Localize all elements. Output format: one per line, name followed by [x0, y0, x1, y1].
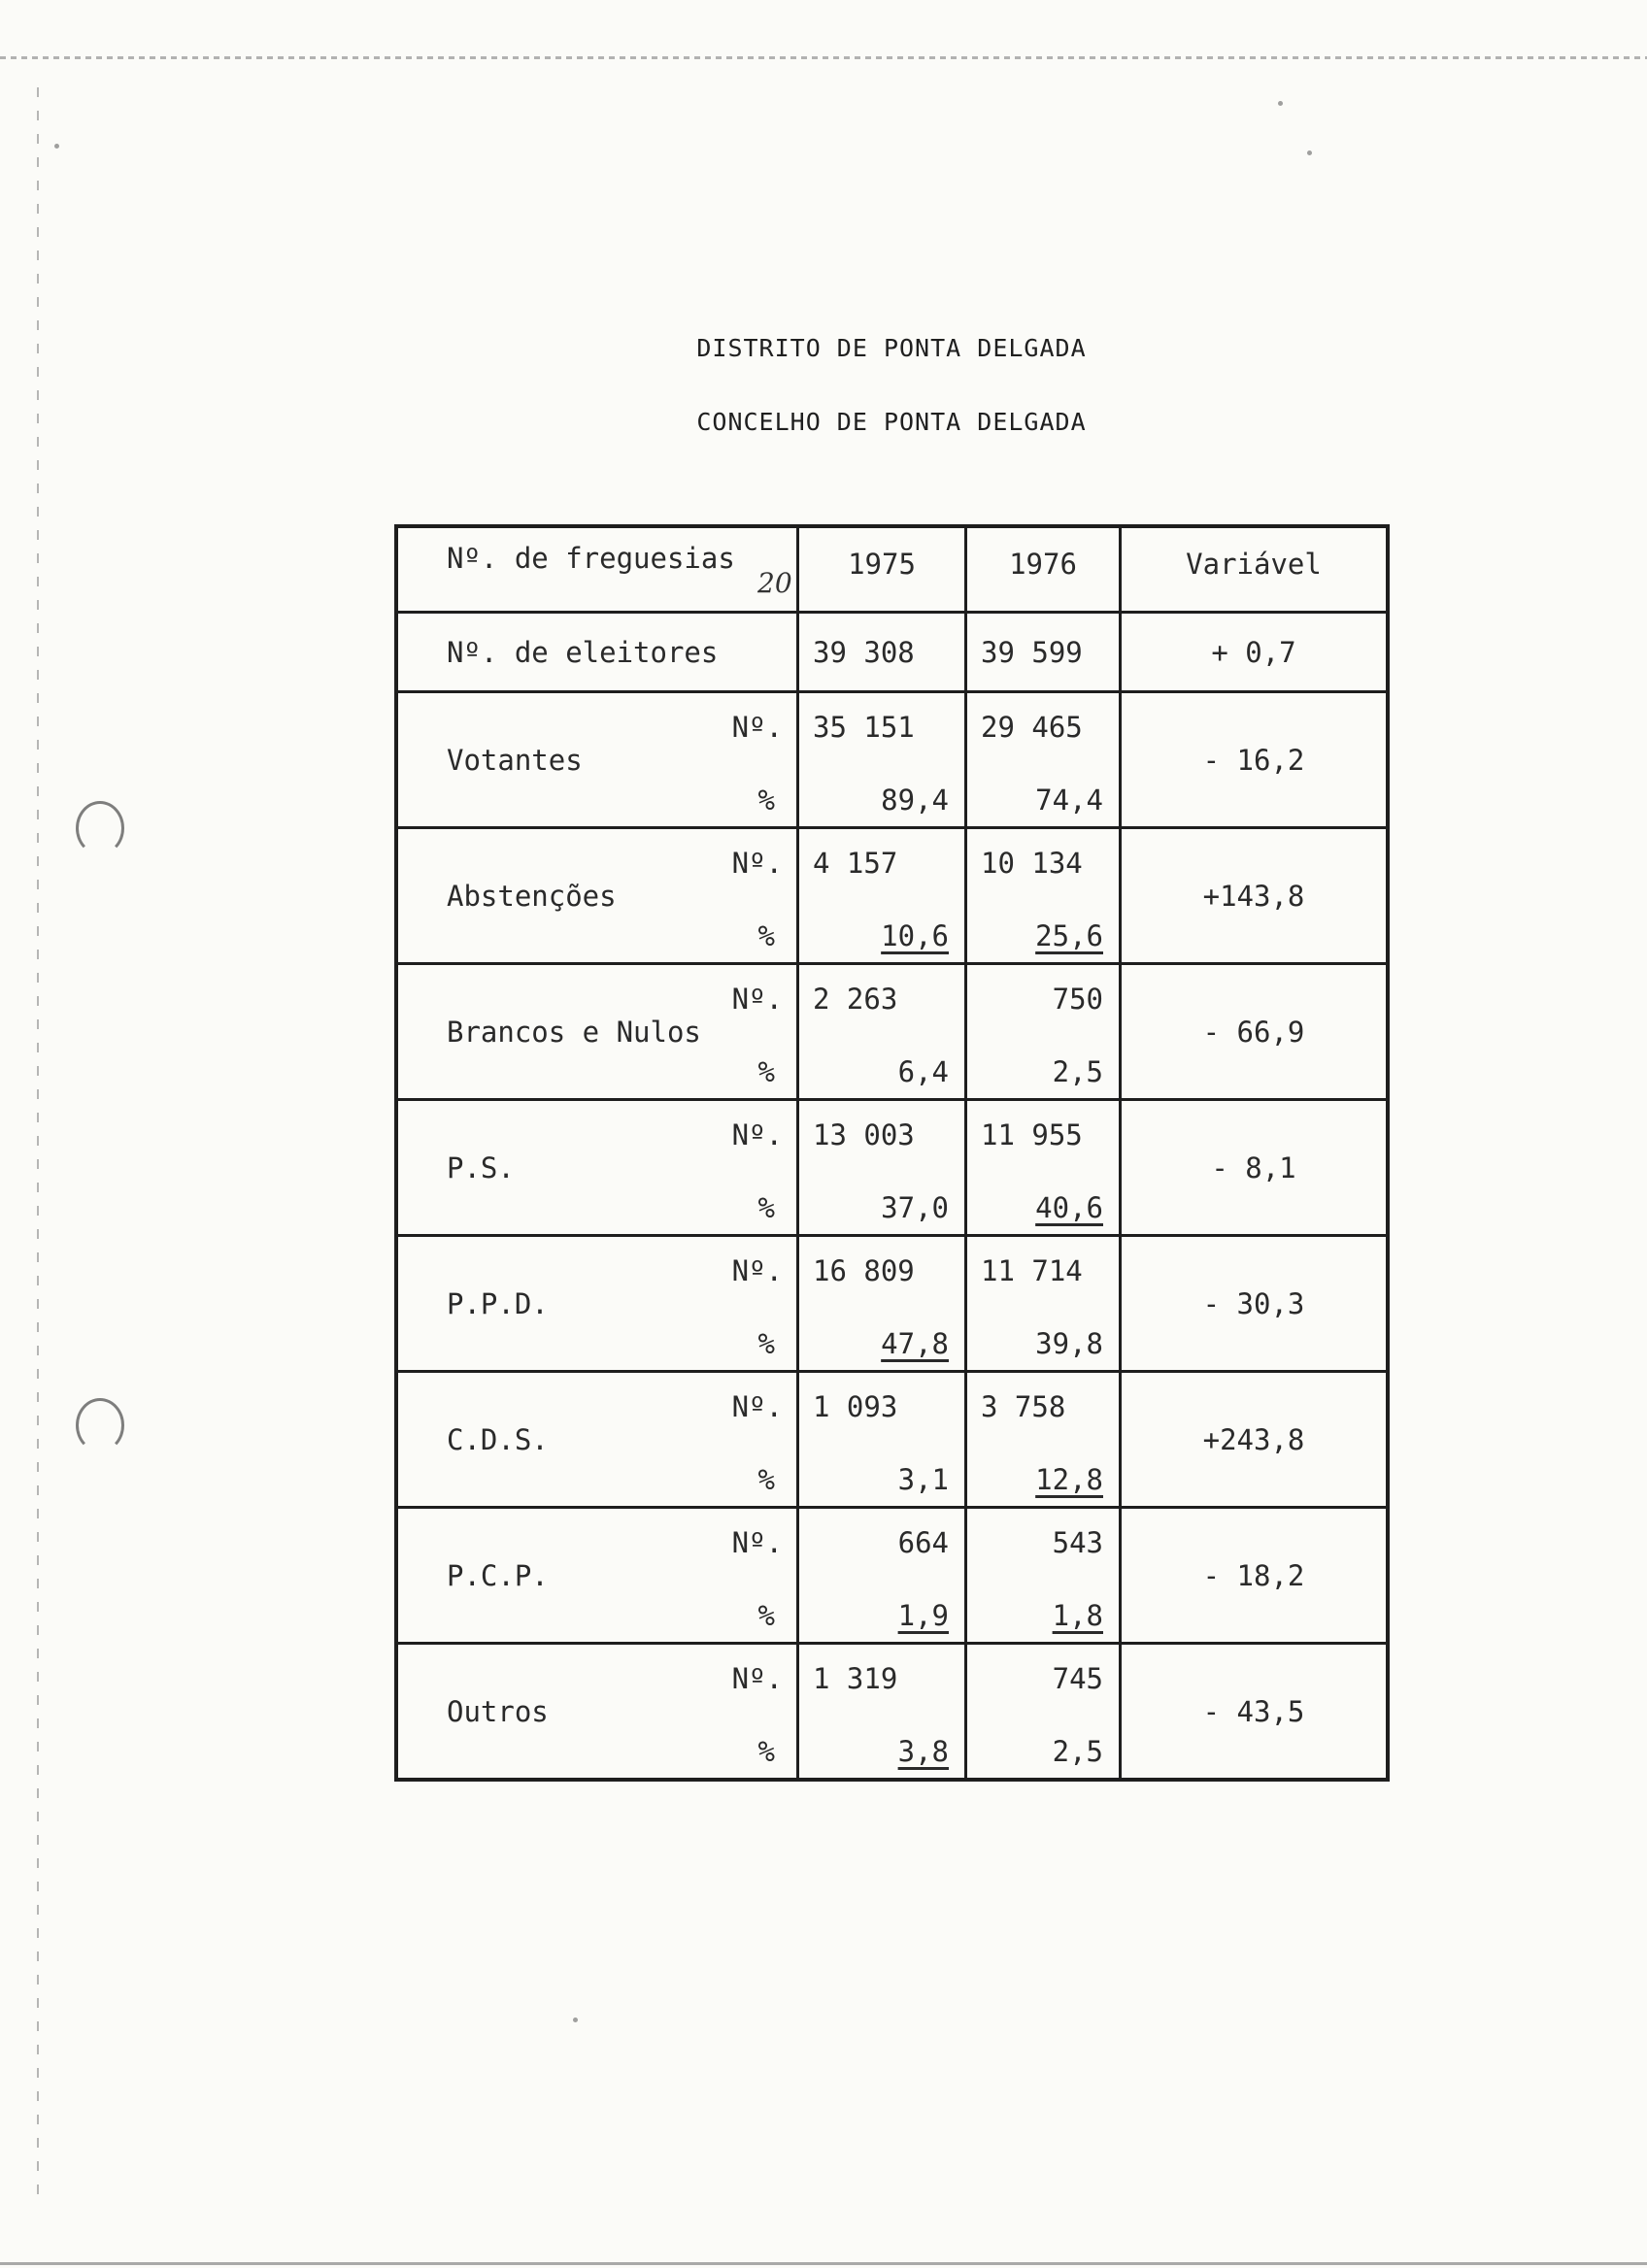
speck	[573, 2018, 578, 2022]
count-1975: 664	[897, 1526, 949, 1559]
percent-1975: 47,8	[881, 1327, 949, 1360]
percent-1976: 25,6	[1035, 919, 1103, 952]
count-1975: 16 809	[813, 1254, 915, 1287]
count-1976: 10 134	[981, 847, 1083, 880]
count-1976: 3 758	[981, 1390, 1066, 1423]
percent-1975: 3,8	[897, 1735, 949, 1768]
category-label: P.P.D.	[447, 1286, 549, 1320]
count-1976: 745	[1052, 1662, 1103, 1695]
number-unit: Nº.	[731, 983, 783, 1016]
count-1975: 2 263	[813, 983, 898, 1016]
count-1975: 1 093	[813, 1390, 898, 1423]
speck	[1278, 101, 1283, 106]
count-1976: 11 955	[981, 1118, 1083, 1151]
percent-1976: 74,4	[1035, 784, 1103, 817]
page-top-edge	[0, 56, 1647, 59]
table-row	[396, 1372, 1388, 1508]
election-results-table	[394, 524, 1390, 1782]
count-1976: 543	[1052, 1526, 1103, 1559]
parishes-count: 20	[757, 567, 792, 599]
percent-1976: 39,8	[1035, 1327, 1103, 1360]
variation-value: - 16,2	[1202, 743, 1305, 777]
percent-1976: 1,8	[1052, 1599, 1103, 1632]
percent-unit: %	[757, 1327, 775, 1360]
speck	[54, 144, 59, 149]
percent-unit: %	[757, 1191, 775, 1224]
table-header-row	[396, 526, 1388, 613]
variation-value: +143,8	[1202, 879, 1305, 913]
category-label: Votantes	[447, 743, 583, 777]
page-bottom-edge	[0, 2262, 1647, 2265]
category-label: P.C.P.	[447, 1558, 549, 1592]
district-title: DISTRITO DE PONTA DELGADA	[696, 334, 1087, 362]
number-unit: Nº.	[731, 1390, 783, 1423]
electors-1976: 39 599	[981, 635, 1083, 669]
page-left-edge	[37, 87, 39, 2204]
percent-1976: 40,6	[1035, 1191, 1103, 1224]
number-unit: Nº.	[731, 1526, 783, 1559]
category-label: C.D.S.	[447, 1422, 549, 1456]
table-row	[396, 692, 1388, 828]
percent-1975: 10,6	[881, 919, 949, 952]
percent-unit: %	[757, 784, 775, 817]
percent-1975: 89,4	[881, 784, 949, 817]
table-row	[396, 1100, 1388, 1236]
percent-unit: %	[757, 1599, 775, 1632]
category-label: Brancos e Nulos	[447, 1015, 701, 1049]
percent-unit: %	[757, 919, 775, 952]
variation-value: - 66,9	[1202, 1015, 1305, 1049]
table-row	[396, 1644, 1388, 1781]
variation-value: - 30,3	[1202, 1286, 1305, 1320]
percent-unit: %	[757, 1463, 775, 1496]
table-row	[396, 828, 1388, 964]
percent-unit: %	[757, 1055, 775, 1088]
variation-value: +243,8	[1202, 1422, 1305, 1456]
category-label: Abstenções	[447, 879, 617, 913]
category-label: Outros	[447, 1694, 549, 1728]
speck	[1307, 150, 1312, 155]
parishes-header: Nº. de freguesias	[447, 542, 735, 575]
number-unit: Nº.	[731, 711, 783, 744]
percent-1975: 3,1	[897, 1463, 949, 1496]
punch-hole-bottom	[76, 1398, 124, 1452]
table-row	[396, 964, 1388, 1100]
number-unit: Nº.	[731, 1118, 783, 1151]
category-label: P.S.	[447, 1151, 515, 1184]
table-row	[396, 1236, 1388, 1372]
percent-1975: 1,9	[897, 1599, 949, 1632]
percent-1976: 2,5	[1052, 1055, 1103, 1088]
percent-1976: 2,5	[1052, 1735, 1103, 1768]
electors-variation: + 0,7	[1211, 635, 1296, 669]
percent-1976: 12,8	[1035, 1463, 1103, 1496]
number-unit: Nº.	[731, 1662, 783, 1695]
punch-hole-top	[76, 801, 124, 855]
municipality-title: CONCELHO DE PONTA DELGADA	[696, 408, 1087, 436]
count-1975: 13 003	[813, 1118, 915, 1151]
number-unit: Nº.	[731, 1254, 783, 1287]
count-1975: 1 319	[813, 1662, 898, 1695]
electors-label: Nº. de eleitores	[447, 635, 719, 669]
table-row	[396, 1508, 1388, 1644]
year-1975-header: 1975	[848, 547, 916, 581]
variation-value: - 8,1	[1211, 1151, 1296, 1184]
number-unit: Nº.	[731, 847, 783, 880]
variation-value: - 43,5	[1202, 1694, 1305, 1728]
table-row-electors	[396, 613, 1388, 692]
electors-1975: 39 308	[813, 635, 915, 669]
count-1976: 750	[1052, 983, 1103, 1016]
count-1975: 35 151	[813, 711, 915, 744]
percent-1975: 6,4	[897, 1055, 949, 1088]
year-1976-header: 1976	[1009, 547, 1077, 581]
count-1976: 11 714	[981, 1254, 1083, 1287]
variation-header: Variável	[1186, 547, 1322, 581]
count-1975: 4 157	[813, 847, 898, 880]
variation-value: - 18,2	[1202, 1558, 1305, 1592]
percent-unit: %	[757, 1735, 775, 1768]
percent-1975: 37,0	[881, 1191, 949, 1224]
count-1976: 29 465	[981, 711, 1083, 744]
